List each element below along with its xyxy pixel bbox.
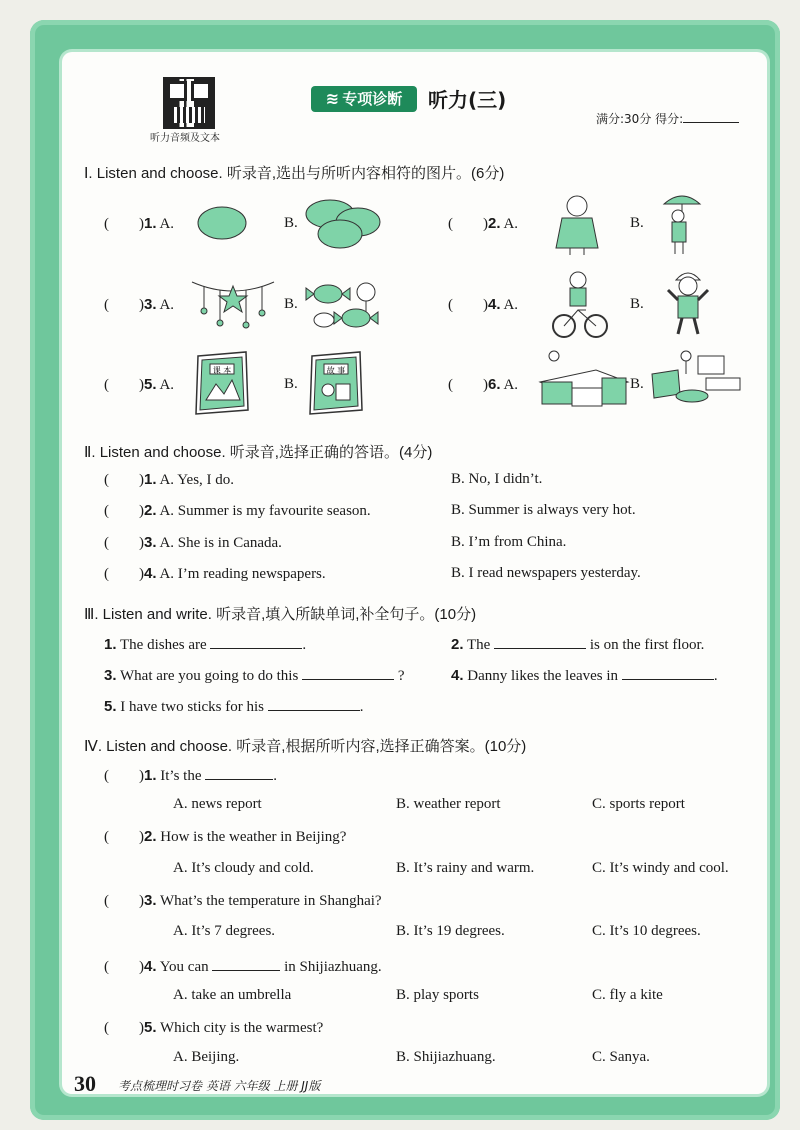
- option-b-label: B.: [630, 376, 644, 392]
- fill-sentence-1: 1. The dishes are .: [104, 636, 307, 653]
- option-c[interactable]: C. It’s windy and cool.: [592, 860, 729, 876]
- book-b-cover-label: 故 事: [326, 366, 346, 375]
- section-4-question-3: ( )3. What’s the temperature in Shanghai?: [104, 892, 382, 909]
- rock-picture[interactable]: [196, 204, 248, 242]
- boy-riding-bike-picture[interactable]: [552, 270, 608, 340]
- answer-blank[interactable]: [268, 696, 360, 711]
- fill-sentence-3: 3. What are you going to do this ?: [104, 667, 405, 684]
- candies-picture[interactable]: [304, 276, 384, 332]
- option-c[interactable]: C. fly a kite: [592, 987, 663, 1003]
- option-a[interactable]: A. news report: [173, 796, 262, 812]
- section-4-question-5: ( )5. Which city is the warmest?: [104, 1019, 324, 1036]
- option-b[interactable]: B. It’s 19 degrees.: [396, 923, 505, 939]
- section-4-question-4: ( )4. You can in Shijiazhuang.: [104, 958, 382, 975]
- fill-sentence-4: 4. Danny likes the leaves in .: [451, 667, 718, 684]
- answer-blank[interactable]: [622, 665, 714, 680]
- section-badge: ≋ 专项诊断: [311, 86, 417, 112]
- picture-book-b[interactable]: [304, 350, 366, 418]
- answer-paren[interactable]: ( )3. A.: [104, 296, 175, 313]
- section-2-item-4: ( )4. A. I’m reading newspapers.: [104, 565, 326, 582]
- section-2-item-3: ( )3. A. She is in Canada.: [104, 534, 282, 551]
- answer-paren[interactable]: ( )5. A.: [104, 376, 175, 393]
- option-b[interactable]: B. I’m from China.: [451, 534, 567, 550]
- score-label: 满分:30分 得分:: [596, 108, 739, 127]
- option-a[interactable]: A. Beijing.: [173, 1049, 240, 1065]
- section-4-question-1: ( )1. It’s the .: [104, 767, 278, 784]
- option-c[interactable]: C. It’s 10 degrees.: [592, 923, 701, 939]
- wave-icon: ≋: [325, 89, 340, 108]
- section-4-question-2: ( )2. How is the weather in Beijing?: [104, 828, 347, 845]
- option-b[interactable]: B. Shijiazhuang.: [396, 1049, 496, 1065]
- option-b-label: B.: [630, 296, 644, 312]
- answer-paren[interactable]: ( )2. A.: [448, 215, 519, 232]
- section-2-item-1: ( )1. A. Yes, I do.: [104, 471, 235, 488]
- answer-blank[interactable]: [212, 956, 280, 971]
- page-title: 听力(三): [428, 88, 507, 112]
- child-in-winter-clothes-picture[interactable]: [664, 268, 712, 338]
- option-c[interactable]: C. sports report: [592, 796, 685, 812]
- hanging-stars-decoration-picture[interactable]: [190, 276, 276, 332]
- answer-blank[interactable]: [302, 665, 394, 680]
- child-with-umbrella-picture[interactable]: [660, 190, 704, 256]
- option-b[interactable]: B. weather report: [396, 796, 501, 812]
- option-b-label: B.: [630, 215, 644, 231]
- answer-paren[interactable]: ( )1. A.: [104, 215, 175, 232]
- option-b[interactable]: B. It’s rainy and warm.: [396, 860, 535, 876]
- kitchen-room-picture[interactable]: [536, 348, 632, 412]
- section-3-heading: Ⅲ. Listen and write. 听录音,填入所缺单词,补全句子。(10分): [84, 606, 477, 623]
- qr-code-icon[interactable]: [163, 77, 215, 129]
- answer-blank[interactable]: [494, 634, 586, 649]
- option-a[interactable]: A. It’s cloudy and cold.: [173, 860, 314, 876]
- option-b[interactable]: B. I read newspapers yesterday.: [451, 565, 641, 581]
- fill-sentence-5: 5. I have two sticks for his .: [104, 698, 364, 715]
- answer-blank[interactable]: [205, 765, 273, 780]
- option-b-label: B.: [284, 215, 298, 231]
- answer-paren[interactable]: ( )6. A.: [448, 376, 519, 393]
- answer-paren[interactable]: ( )4. A.: [448, 296, 519, 313]
- section-4-heading: Ⅳ. Listen and choose. 听录音,根据所听内容,选择正确答案。(10分): [84, 738, 527, 755]
- section-1-heading: Ⅰ. Listen and choose. 听录音,选出与所听内容相符的图片。(6分): [84, 165, 505, 182]
- section-2-item-2: ( )2. A. Summer is my favourite season.: [104, 502, 371, 519]
- option-b-label: B.: [284, 376, 298, 392]
- option-b[interactable]: B. play sports: [396, 987, 479, 1003]
- footer-text: 考点梳理时习卷 英语 六年级 上册 JJ版: [118, 1079, 321, 1093]
- book-a-cover-label: 课 本: [212, 366, 232, 375]
- option-b[interactable]: B. Summer is always very hot.: [451, 502, 636, 518]
- page-number: 30: [74, 1071, 96, 1096]
- option-a[interactable]: A. It’s 7 degrees.: [173, 923, 276, 939]
- option-b-label: B.: [284, 296, 298, 312]
- option-b[interactable]: B. No, I didn’t.: [451, 471, 543, 487]
- option-c[interactable]: C. Sanya.: [592, 1049, 650, 1065]
- section-2-heading: Ⅱ. Listen and choose. 听录音,选择正确的答语。(4分): [84, 444, 433, 461]
- fill-sentence-2: 2. The is on the first floor.: [451, 636, 705, 653]
- living-room-picture[interactable]: [648, 348, 744, 412]
- qr-caption: 听力音频及文本: [150, 133, 220, 144]
- child-in-raincoat-picture[interactable]: [552, 192, 602, 256]
- rocks-picture[interactable]: [300, 196, 382, 250]
- option-a[interactable]: A. take an umbrella: [173, 987, 292, 1003]
- answer-blank[interactable]: [210, 634, 302, 649]
- picture-book-a[interactable]: [190, 350, 252, 418]
- score-blank[interactable]: [683, 108, 739, 123]
